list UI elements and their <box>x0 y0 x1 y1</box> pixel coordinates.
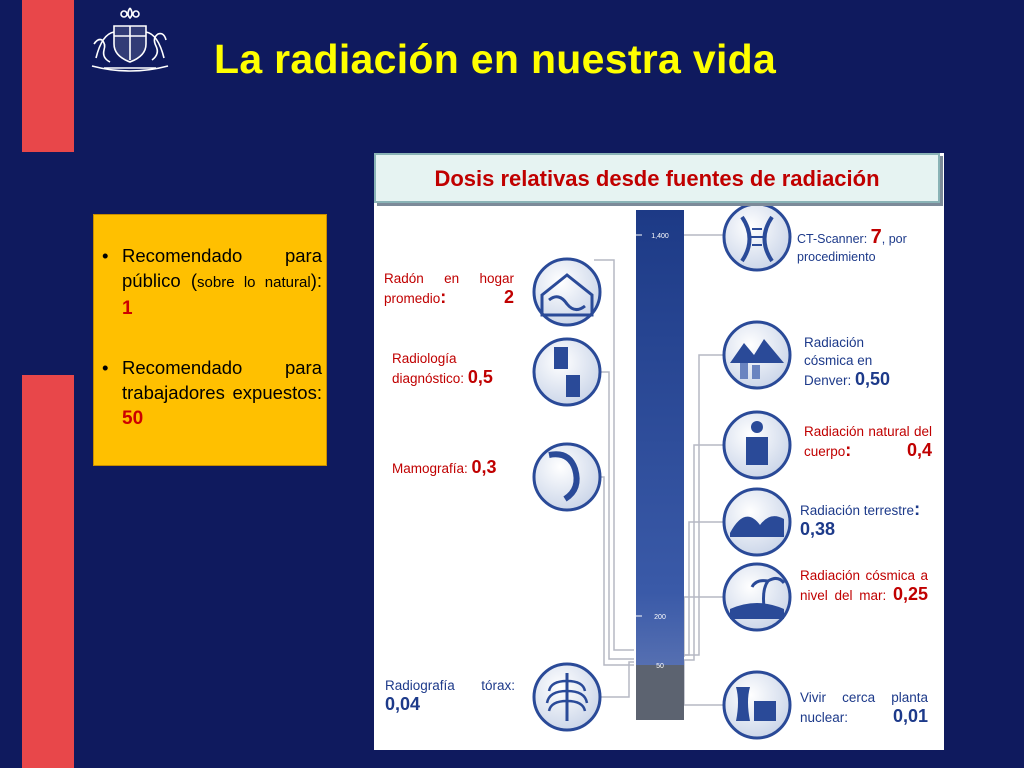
tick-1400: 1,400 <box>651 233 669 240</box>
bullet-workers-text <box>122 355 322 431</box>
bullet-workers-value: 50 <box>122 408 144 429</box>
red-accent-bar-top <box>22 0 74 152</box>
xray-limb-icon <box>534 339 600 405</box>
tick-200: 200 <box>654 614 666 621</box>
ribcage-icon <box>534 664 600 730</box>
label-nuclear-value: 0,01 <box>892 706 928 726</box>
label-radiologia-value: 0,5 <box>467 367 493 387</box>
recommendations-box <box>93 214 327 466</box>
house-icon <box>534 259 600 325</box>
label-terrestre-value: 0,38 <box>800 519 836 539</box>
bullet-dot: • <box>102 357 109 378</box>
label-mamografia-value: 0,3 <box>471 457 497 477</box>
label-mamografia-text: Mamografía: <box>392 461 472 476</box>
label-cuerpo-value: 0,4 <box>906 440 932 460</box>
human-body-icon <box>724 412 790 478</box>
label-nuclear-text: Vivir cerca planta nuclear: <box>800 690 928 725</box>
slide-title: La radiación en nuestra vida <box>214 36 777 82</box>
label-terrestre <box>800 500 928 540</box>
dose-column <box>636 210 684 720</box>
panel-title: Dosis relativas desde fuentes de radiación <box>374 153 940 203</box>
label-denver-text: Radiación cósmica en Denver: <box>804 335 873 388</box>
label-radon-value: 2 <box>503 287 514 307</box>
palm-beach-icon <box>724 564 790 630</box>
bullet-public-suffix: ): <box>310 270 322 291</box>
label-ct-text: CT-Scanner: <box>797 232 868 246</box>
bullet-workers <box>102 355 322 431</box>
breast-icon <box>534 444 600 510</box>
label-radon-sep: : <box>440 287 504 307</box>
label-denver <box>804 334 914 390</box>
mountain-city-icon <box>724 322 790 388</box>
dose-column-base <box>636 665 684 720</box>
label-radiologia <box>392 350 522 388</box>
label-terrestre-text: Radiación terrestre <box>800 503 915 518</box>
bullet-public-text <box>122 243 322 321</box>
label-radiologia-text: Radiología diagnóstico: <box>392 351 468 386</box>
label-denver-value: 0,50 <box>855 369 891 389</box>
label-radon-text: Radón en hogar promedio <box>384 271 514 306</box>
label-mamografia <box>392 458 522 478</box>
bullet-public <box>102 243 322 321</box>
bullet-public-note: sobre lo natural <box>197 274 311 291</box>
label-mar-text: Radiación cósmica a nivel del mar: <box>800 568 928 603</box>
red-accent-bar-bottom <box>22 375 74 768</box>
label-nuclear <box>800 689 928 727</box>
coat-of-arms-logo <box>84 4 176 74</box>
label-mar-value: 0,25 <box>892 584 928 604</box>
label-cuerpo <box>804 423 932 461</box>
label-cuerpo-text: Radiación natural del cuerpo <box>804 424 932 459</box>
label-cuerpo-sep: : <box>845 440 907 460</box>
label-torax-text: Radiografía tórax: <box>385 678 515 693</box>
label-torax <box>385 677 515 715</box>
bullet-public-prefix: Recomendado para público ( <box>122 245 322 291</box>
label-ct-value: 7 <box>870 226 882 248</box>
label-ct-suffix: , por procedimiento <box>797 232 907 264</box>
label-mar <box>800 567 928 605</box>
bullet-workers-suffix: : <box>316 382 322 403</box>
ct-scan-icon <box>724 205 790 270</box>
bullet-dot: • <box>102 245 109 266</box>
bullet-public-value: 1 <box>122 298 133 319</box>
label-ct <box>797 228 932 266</box>
label-radon <box>384 270 514 308</box>
bullet-workers-prefix: Recomendado para trabajadores expuestos <box>122 357 322 403</box>
terrain-icon <box>724 489 790 555</box>
nuclear-plant-icon <box>724 672 790 738</box>
label-torax-value: 0,04 <box>385 694 421 714</box>
tick-50: 50 <box>656 663 664 670</box>
label-terrestre-sep: : <box>914 499 921 519</box>
